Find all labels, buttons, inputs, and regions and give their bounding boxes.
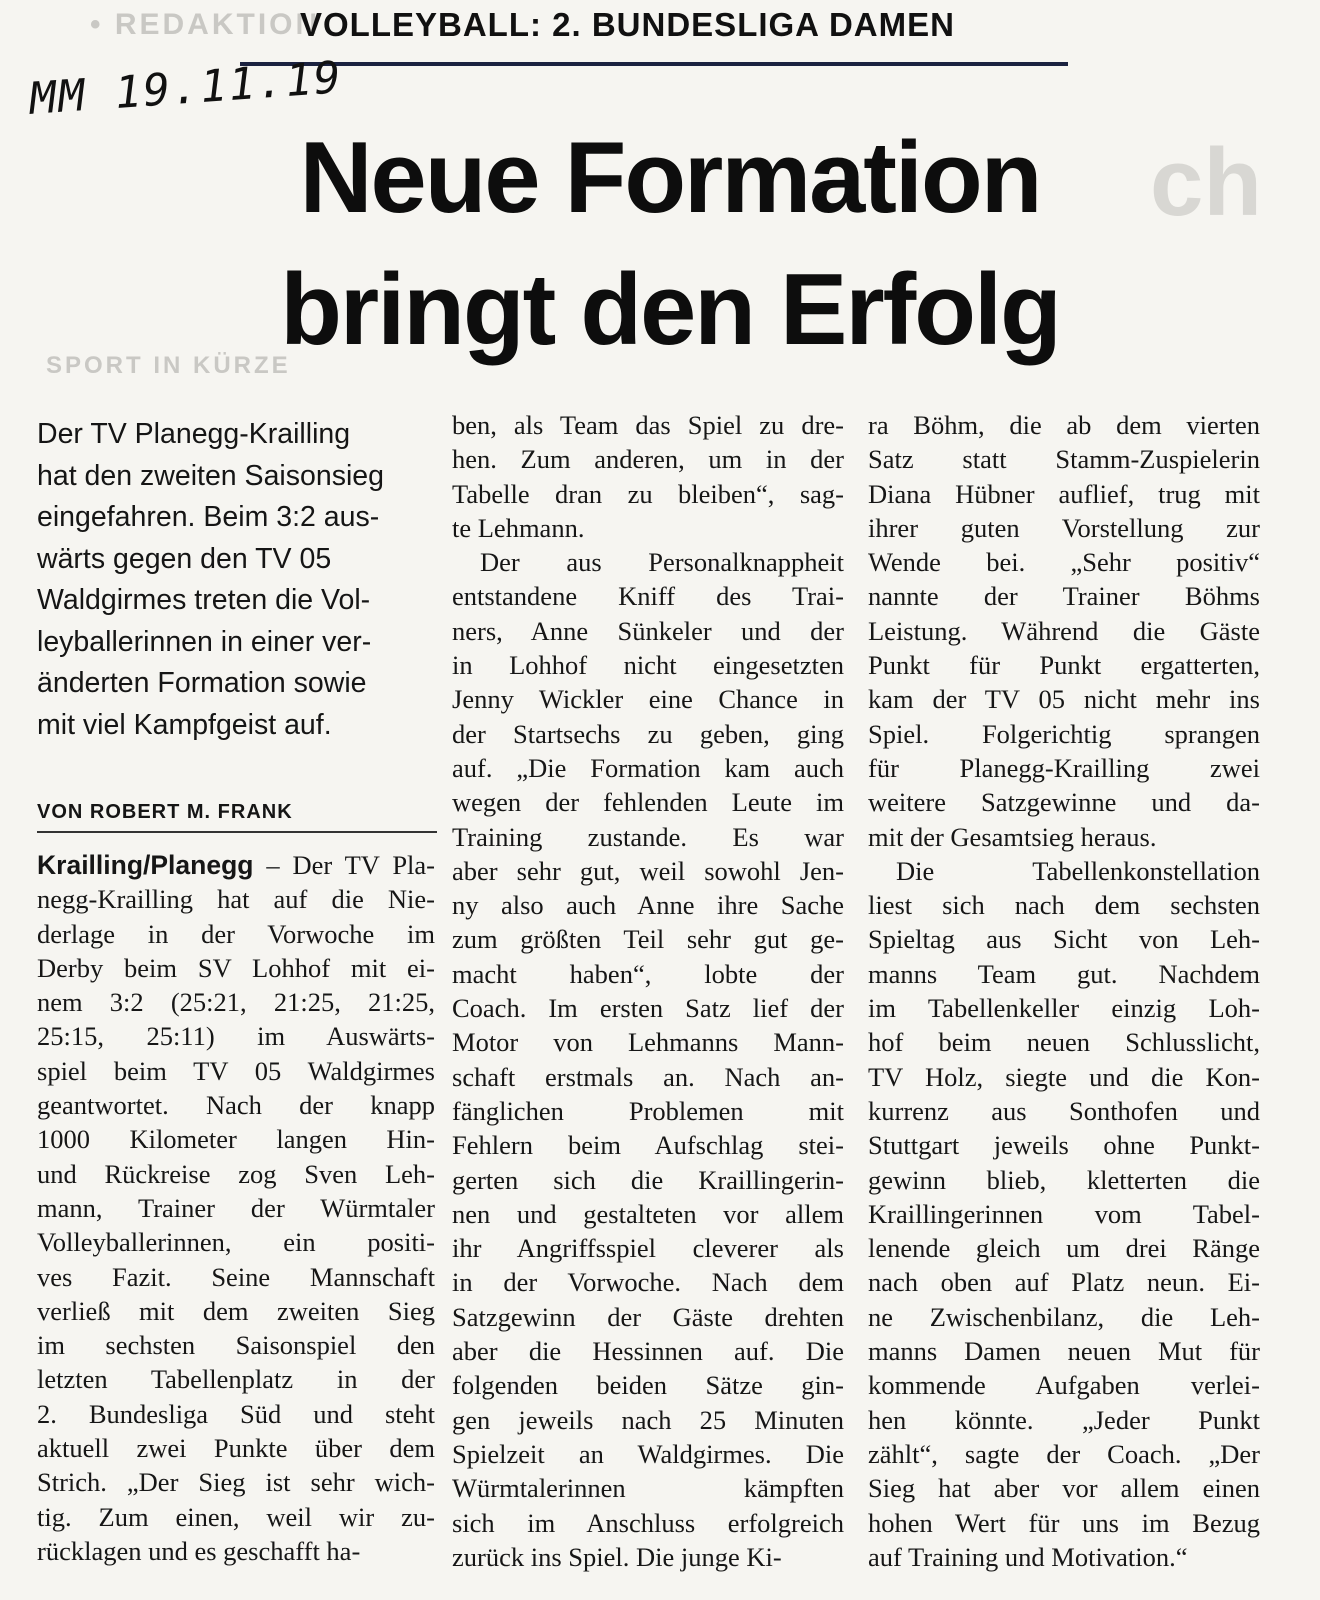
article-line: Diana Hübner auflief, trug mit: [868, 478, 1260, 509]
article-line: tig. Zum einen, weil wir zu-: [37, 1501, 435, 1532]
article-line: Fehlern beim Aufschlag stei-: [452, 1130, 844, 1161]
article-line: kommende Aufgaben verlei-: [868, 1370, 1260, 1401]
article-line: ben, als Team das Spiel zu dre-: [452, 410, 844, 440]
lead-line: änderten Formation sowie: [37, 667, 367, 699]
article-line: Training zustande. Es war: [452, 821, 844, 852]
article-line: ne Zwischenbilanz, die Leh-: [868, 1301, 1260, 1332]
lead-line: leyballerinnen in einer ver-: [37, 625, 372, 658]
article-line: gerten sich die Kraillingerin-: [452, 1164, 844, 1195]
article-line: auf Training und Motivation.“: [868, 1541, 1188, 1572]
article-line: der Startsechs zu geben, ging: [452, 718, 844, 749]
article-line: auf. „Die Formation kam auch: [452, 752, 844, 783]
article-line: nach oben auf Platz neun. Ei-: [868, 1267, 1260, 1298]
article-line: derlage in der Vorwoche im: [37, 918, 435, 949]
lead-line: eingefahren. Beim 3:2 aus-: [37, 501, 380, 533]
kicker-underline: [240, 62, 1068, 66]
article-line: gen jeweils nach 25 Minuten: [452, 1404, 844, 1435]
article-line: hen könnte. „Jeder Punkt: [868, 1404, 1260, 1435]
article-line-text: – Der TV Pla-: [266, 850, 436, 880]
article-line: sich im Anschluss erfolgreich: [452, 1507, 844, 1538]
lead-line: Der TV Planegg-Krailling: [37, 418, 351, 450]
article-line: Coach. Im ersten Satz lief der: [452, 993, 844, 1024]
article-line: Der aus Personalknappheit: [480, 547, 844, 578]
article-line: kam der TV 05 nicht mehr ins: [868, 684, 1260, 715]
article-line: in Lohhof nicht eingesetzten: [452, 650, 844, 681]
headline-line-1: Neue Formation: [299, 122, 1041, 234]
article-line: spiel beim TV 05 Waldgirmes: [37, 1055, 435, 1086]
article-line: letzten Tabellenplatz in der: [37, 1364, 435, 1395]
article-line: Spieltag aus Sicht von Leh-: [868, 924, 1260, 955]
lead-line: hat den zweiten Saisonsieg: [37, 459, 384, 492]
article-line: kurrenz aus Sonthofen und: [868, 1095, 1260, 1126]
article-line: fänglichen Problemen mit: [452, 1095, 844, 1126]
handwritten-date-note: MM 19.11.19: [28, 52, 345, 125]
article-line: manns Team gut. Nachdem: [868, 958, 1260, 989]
headline: [150, 112, 1190, 376]
article-line: entstandene Kniff des Trai-: [452, 581, 844, 612]
article-line: 25:15, 25:11) im Auswärts-: [37, 1021, 435, 1052]
article-line: macht haben“, lobte der: [452, 958, 844, 989]
article-line: 2. Bundesliga Süd und steht: [37, 1398, 435, 1429]
article-line: hohen Wert für uns im Bezug: [868, 1507, 1260, 1538]
article-line: zurück ins Spiel. Die junge Ki-: [452, 1541, 782, 1572]
article-line: mit der Gesamtsieg heraus.: [868, 821, 1157, 852]
article-line: Derby beim SV Lohhof mit ei-: [37, 952, 435, 983]
article-line: Strich. „Der Sieg ist sehr wich-: [37, 1467, 435, 1498]
byline-rule: [37, 831, 437, 833]
article-line: ihr Angriffsspiel cleverer als: [452, 1233, 844, 1264]
article-line: Tabelle dran zu bleiben“, sag-: [452, 478, 844, 509]
article-line: Spiel. Folgerichtig sprangen: [868, 718, 1260, 749]
article-column-3: [868, 408, 1260, 1574]
article-line: Spielzeit an Waldgirmes. Die: [452, 1438, 844, 1469]
article-line: te Lehmann.: [452, 512, 585, 543]
article-line: folgenden beiden Sätze gin-: [452, 1370, 844, 1401]
article-line: ra Böhm, die ab dem vierten: [868, 410, 1260, 440]
article-column-1: [37, 848, 435, 1568]
article-line: rücklagen und es geschafft ha-: [37, 1535, 361, 1566]
lead-paragraph: [37, 414, 439, 746]
article-line: ihrer guten Vorstellung zur: [868, 512, 1260, 543]
byline: VON ROBERT M. FRANK: [37, 801, 293, 823]
article-line: geantwortet. Nach der knapp: [37, 1090, 435, 1121]
article-line: mann, Trainer der Würmtaler: [37, 1192, 435, 1223]
article-line: [37, 848, 435, 882]
bleed-through-text-top: • REDAKTION: [90, 8, 321, 41]
bleed-through-text-right: ch: [1150, 129, 1263, 236]
article-line: im Tabellenkeller einzig Loh-: [868, 993, 1260, 1024]
article-line: Satzgewinn der Gäste drehten: [452, 1301, 844, 1332]
article-line: Satz statt Stamm-Zuspielerin: [868, 444, 1260, 475]
article-line: und Rückreise zog Sven Leh-: [37, 1158, 435, 1189]
article-line: ves Fazit. Seine Mannschaft: [37, 1261, 435, 1292]
article-line: aber sehr gut, weil sowohl Jen-: [452, 855, 844, 886]
article-line: Die Tabellenkonstellation: [896, 855, 1260, 886]
article-line: verließ mit dem zweiten Sieg: [37, 1295, 435, 1326]
article-line: lenende gleich um drei Ränge: [868, 1233, 1260, 1264]
article-line: Kraillingerinnen vom Tabel-: [868, 1198, 1260, 1229]
article-line: hof beim neuen Schlusslicht,: [868, 1027, 1260, 1058]
article-line: negg-Krailling hat auf die Nie-: [37, 884, 435, 915]
article-line: manns Damen neuen Mut für: [868, 1336, 1260, 1367]
article-line: Jenny Wickler eine Chance in: [452, 684, 844, 715]
article-line: aber die Hessinnen auf. Die: [452, 1336, 844, 1367]
dateline: Krailling/Planegg: [37, 850, 254, 880]
lead-line: mit viel Kampfgeist auf.: [37, 708, 332, 741]
article-line: zählt“, sagte der Coach. „Der: [868, 1438, 1260, 1469]
article-line: zum größten Teil sehr gut ge-: [452, 924, 844, 955]
lead-line: Waldgirmes treten die Vol-: [37, 584, 371, 616]
lead-line: wärts gegen den TV 05: [37, 542, 332, 575]
article-line: liest sich nach dem sechsten: [868, 890, 1260, 921]
article-line: gewinn blieb, kletterten die: [868, 1164, 1260, 1195]
article-line: für Planegg-Krailling zwei: [868, 752, 1260, 783]
article-line: hen. Zum anderen, um in der: [452, 444, 844, 475]
article-line: Würmtalerinnen kämpften: [452, 1473, 844, 1504]
article-line: Wende bei. „Sehr positiv“: [868, 547, 1260, 578]
article-line: Leistung. Während die Gäste: [868, 615, 1260, 646]
article-line: wegen der fehlenden Leute im: [452, 787, 844, 818]
article-line: im sechsten Saisonspiel den: [37, 1330, 435, 1361]
section-kicker: VOLLEYBALL: 2. BUNDESLIGA DAMEN: [300, 6, 955, 43]
article-line: ny also auch Anne ihre Sache: [452, 890, 844, 921]
article-line: TV Holz, siegte und die Kon-: [868, 1061, 1260, 1092]
article-line: weitere Satzgewinne und da-: [868, 787, 1260, 818]
headline-line-2: bringt den Erfolg: [280, 254, 1060, 366]
article-line: nen und gestalteten vor allem: [452, 1198, 844, 1229]
article-line: Punkt für Punkt ergatterten,: [868, 650, 1260, 681]
article-line: ners, Anne Sünkeler und der: [452, 615, 844, 646]
article-column-2: [452, 408, 844, 1574]
article-line: in der Vorwoche. Nach dem: [452, 1267, 844, 1298]
article-line: Stuttgart jeweils ohne Punkt-: [868, 1130, 1260, 1161]
article-line: nannte der Trainer Böhms: [868, 581, 1260, 612]
article-line: Sieg hat aber vor allem einen: [868, 1473, 1260, 1504]
article-line: Volleyballerinnen, ein positi-: [37, 1227, 435, 1258]
bleed-through-text-side: SPORT IN KÜRZE: [46, 352, 291, 379]
article-line: aktuell zwei Punkte über dem: [37, 1433, 435, 1464]
article-line: Motor von Lehmanns Mann-: [452, 1027, 844, 1058]
article-line: nem 3:2 (25:21, 21:25, 21:25,: [37, 987, 435, 1018]
article-line: 1000 Kilometer langen Hin-: [37, 1124, 435, 1155]
article-line: schaft erstmals an. Nach an-: [452, 1061, 844, 1092]
